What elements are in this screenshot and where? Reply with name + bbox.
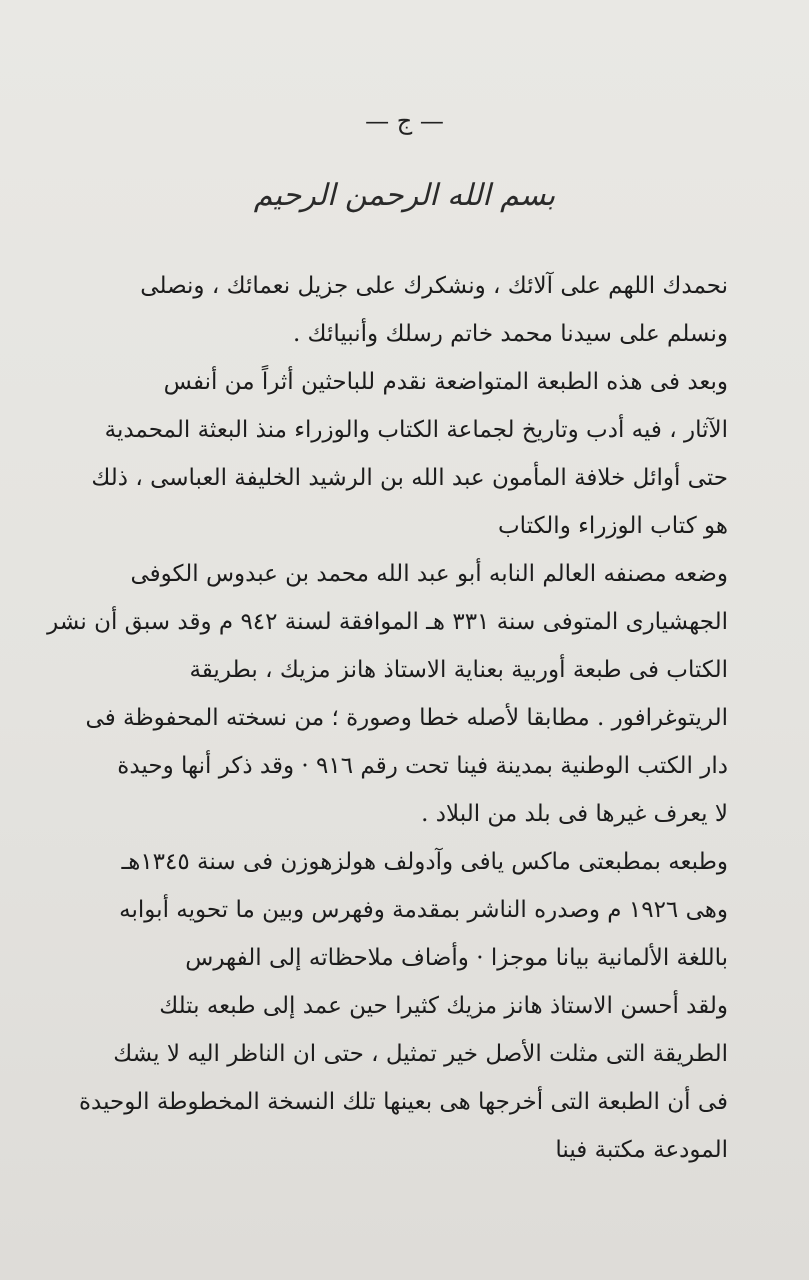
- text-line: المودعة مكتبة فينا: [555, 1137, 728, 1163]
- body-text: [47, 262, 728, 1174]
- paragraph-5: [78, 982, 728, 1174]
- text-line: دار الكتب الوطنية بمدينة فينا تحت رقم ٩١٦ · وقد ذكر أنها وحيدة: [117, 753, 728, 779]
- text-line: فى أن الطبعة التى أخرجها هى بعينها تلك النسخة المخطوطة الوحيدة: [78, 1089, 728, 1115]
- paragraph-4: [92, 838, 728, 982]
- text-line: وهى ١٩٢٦ م وصدره الناشر بمقدمة وفهرس وبين ما تحويه أبوابه: [119, 897, 728, 923]
- text-line: الجهشيارى المتوفى سنة ٣٣١ هـ الموافقة لسنة ٩٤٢ م وقد سبق أن نشر: [47, 609, 728, 635]
- page-number: — ج —: [365, 107, 444, 135]
- basmala-calligraphy: بسم الله الرحمن الرحيم: [253, 178, 556, 213]
- paragraph-1: [92, 262, 728, 358]
- text-line: وبعد فى هذه الطبعة المتواضعة نقدم للباحثين أثراً من أنفس: [163, 369, 728, 395]
- paragraph-2: [92, 358, 728, 550]
- paragraph-3: [47, 550, 728, 838]
- text-line: نحمدك اللهم على آلائك ، ونشكرك على جزيل نعمائك ، ونصلى: [140, 273, 728, 299]
- text-line: الآثار ، فيه أدب وتاريخ لجماعة الكتاب والوزراء منذ البعثة المحمدية: [104, 417, 728, 443]
- text-line: حتى أوائل خلافة المأمون عبد الله بن الرشيد الخليفة العباسى ، ذلك: [91, 465, 728, 491]
- text-line: لا يعرف غيرها فى بلد من البلاد .: [421, 801, 728, 827]
- text-line: الريتوغرافور . مطابقا لأصله خطا وصورة ؛ من نسخته المحفوظة فى: [85, 705, 728, 731]
- text-line: الكتاب فى طبعة أوربية بعناية الاستاذ هانز مزيك ، بطريقة: [189, 657, 728, 683]
- text-line: ونسلم على سيدنا محمد خاتم رسلك وأنبيائك .: [292, 321, 728, 347]
- text-line: وضعه مصنفه العالم النابه أبو عبد الله محمد بن عبدوس الكوفى: [130, 561, 728, 587]
- text-line: هو كتاب الوزراء والكتاب: [498, 513, 728, 539]
- text-line: الطريقة التى مثلت الأصل خير تمثيل ، حتى ان الناظر اليه لا يشك: [113, 1041, 728, 1067]
- text-line: ولقد أحسن الاستاذ هانز مزيك كثيرا حين عمد إلى طبعه بتلك: [159, 993, 728, 1019]
- text-line: وطبعه بمطبعتى ماكس يافى وآدولف هولزهوزن فى سنة ١٣٤٥هـ: [121, 849, 728, 875]
- text-line: باللغة الألمانية بيانا موجزا · وأضاف ملاحظاته إلى الفهرس: [185, 945, 728, 971]
